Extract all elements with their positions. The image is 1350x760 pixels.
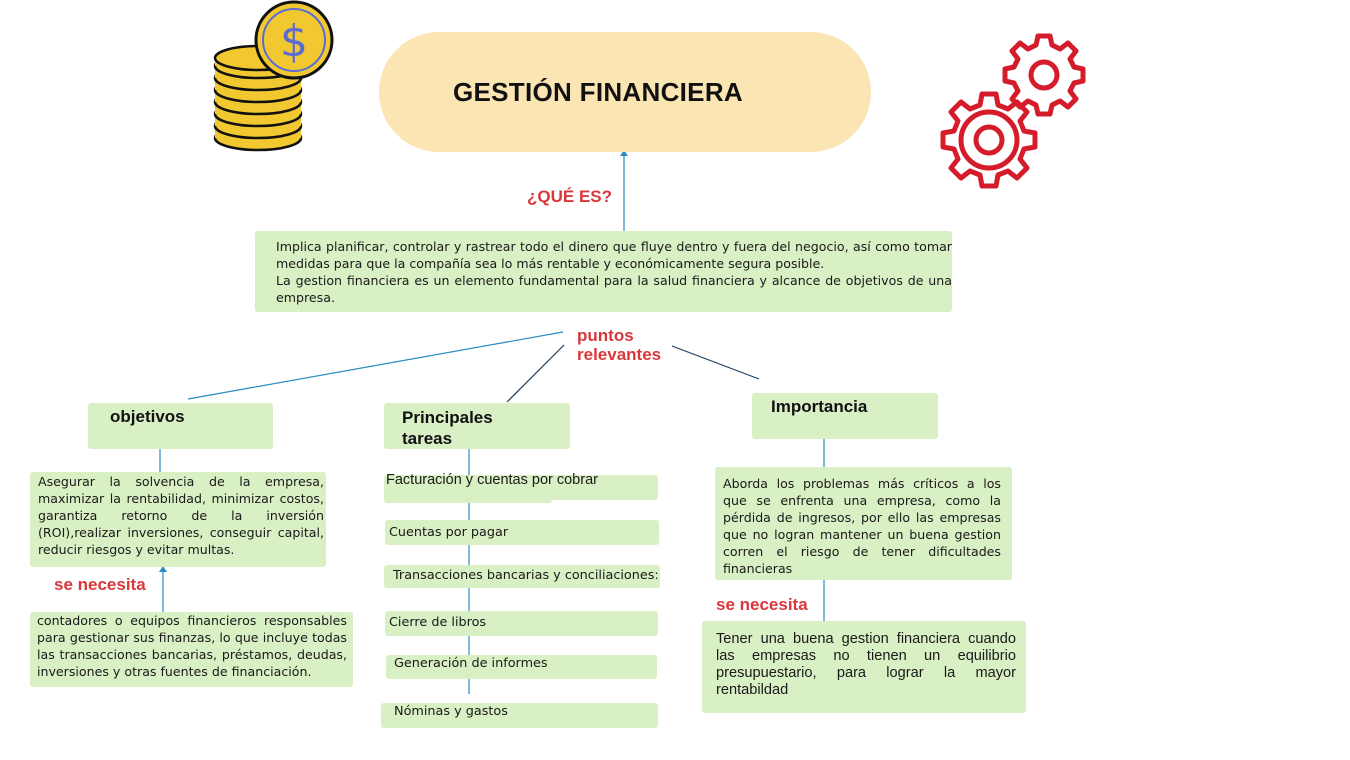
gears-icon	[930, 28, 1090, 200]
definition-box	[255, 231, 952, 312]
importancia-heading: Importancia	[771, 397, 868, 416]
importancia-text-box	[715, 467, 1012, 580]
task-item	[385, 520, 659, 545]
objetivos-text-box	[30, 472, 326, 567]
task-label-1: Facturación y cuentas por cobrar	[386, 472, 598, 488]
importancia-need-box	[702, 621, 1026, 713]
task-item-tab	[384, 487, 552, 503]
objetivos-se-necesita-label: se necesita	[54, 575, 146, 594]
objetivos-heading-box	[88, 403, 273, 449]
task-item	[386, 655, 657, 679]
tareas-heading-box	[384, 403, 570, 449]
definition-paragraph-2: La gestion financiera es un elemento fundamental para la salud financiera y alcance de objetivos de una empresa.	[276, 273, 952, 305]
task-item	[381, 703, 658, 728]
task-label-6: Nóminas y gastos	[394, 704, 508, 719]
tareas-heading: Principales tareas	[402, 408, 493, 448]
task-item	[384, 565, 660, 588]
importancia-se-necesita-label: se necesita	[716, 595, 808, 614]
objetivos-heading: objetivos	[110, 407, 185, 426]
coin-stack-dollar-icon	[210, 0, 340, 156]
task-item	[385, 611, 658, 636]
task-label-3: Transacciones bancarias y conciliaciones:	[393, 568, 659, 583]
task-label-2: Cuentas por pagar	[389, 525, 509, 540]
task-label-5: Generación de informes	[394, 656, 548, 671]
importancia-need-text: Tener una buena gestion financiera cuando las empresas no tienen un equilibrio presupuestario, para lograr la mayor rentabildad	[716, 631, 1016, 698]
importancia-heading-box	[752, 393, 938, 439]
objetivos-need-box	[30, 612, 353, 687]
puntos-relevantes-label: puntos relevantes	[577, 326, 662, 364]
objetivos-text: Asegurar la solvencia de la empresa, maximizar la rentabilidad, minimizar costos, garantiza retorno de la inversión (ROI),realizar inversiones, conseguir capital, reducir riesgos y evitar multas.	[38, 474, 324, 557]
definition-paragraph-1: Implica planificar, controlar y rastrear todo el dinero que fluye dentro y fuera del negocio, así como tomar medidas para que la compañía sea lo más rentable y económicamente segura posible.	[276, 239, 952, 271]
task-label-4: Cierre de libros	[389, 615, 487, 630]
objetivos-need-text: contadores o equipos financieros responsables para gestionar sus finanzas, lo que incluye todas las transacciones bancarias, préstamos, deudas, inversiones y otras fuentes de financiación.	[37, 613, 347, 679]
importancia-text: Aborda los problemas más críticos a los que se enfrenta una empresa, como la pérdida de ingresos, por ello las empresas que no logran mantener un buena gestion corren el riesgo de tener dificultades financieras	[723, 476, 1001, 576]
page-title: GESTIÓN FINANCIERA	[453, 77, 743, 107]
svg-text:$: $	[280, 16, 308, 67]
que-es-label: ¿QUÉ ES?	[527, 187, 613, 206]
